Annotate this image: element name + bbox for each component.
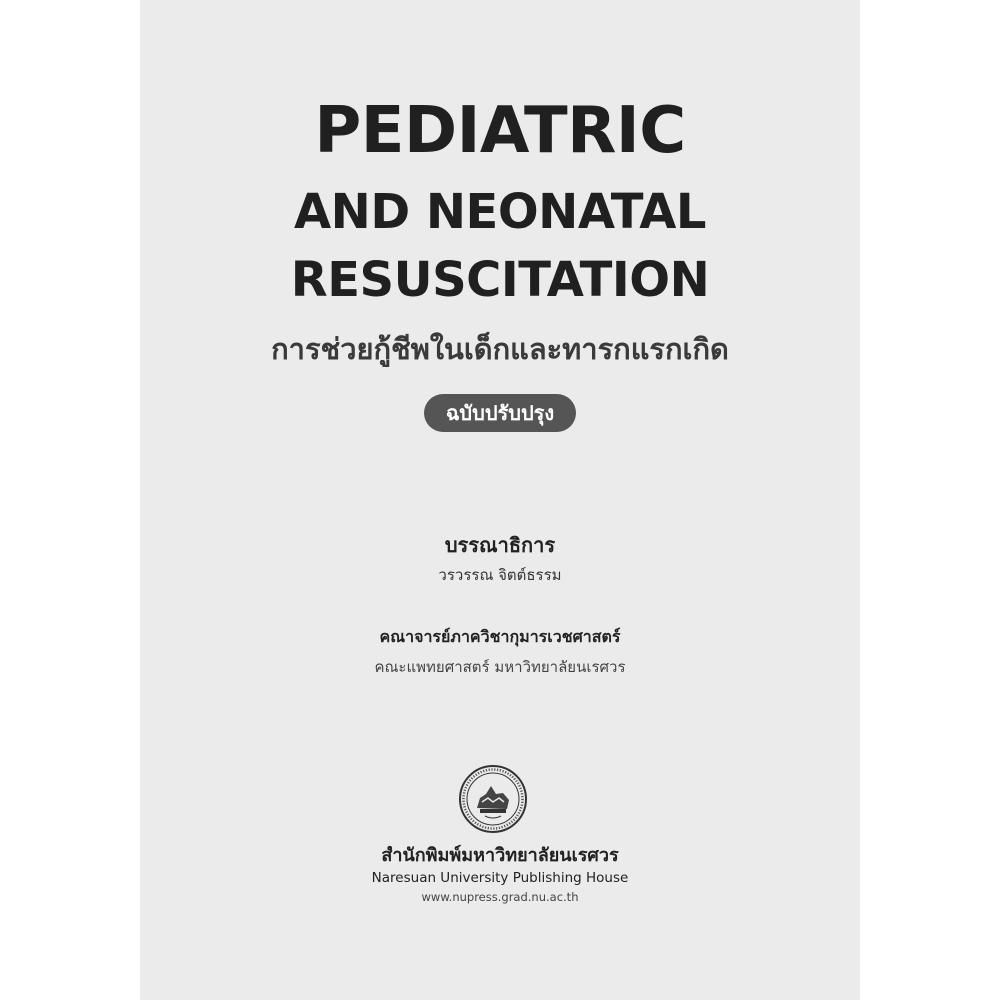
title-line-3: RESUSCITATION bbox=[290, 252, 710, 308]
title-line-1: PEDIATRIC bbox=[314, 94, 686, 168]
book-cover-page bbox=[140, 0, 860, 1000]
editor-heading: บรรณาธิการ bbox=[444, 533, 556, 557]
university-seal-icon bbox=[458, 764, 528, 834]
edition-badge-wrapper bbox=[140, 394, 860, 432]
edition-badge: ฉบับปรับปรุง bbox=[424, 394, 576, 432]
publisher-name-english: Naresuan University Publishing House bbox=[371, 870, 629, 886]
faculty-name: คณะแพทยศาสตร์ มหาวิทยาลัยนเรศวร bbox=[374, 658, 626, 676]
publisher-website: www.nupress.grad.nu.ac.th bbox=[421, 890, 579, 904]
department-heading: คณาจารย์ภาควิชากุมารเวชศาสตร์ bbox=[379, 627, 621, 646]
title-line-2: AND NEONATAL bbox=[294, 184, 706, 240]
thai-subtitle: การช่วยกู้ชีพในเด็กและทารกแรกเกิด bbox=[271, 332, 729, 366]
editor-name: วรวรรณ จิตต์ธรรม bbox=[438, 566, 562, 584]
publisher-name-thai: สำนักพิมพ์มหาวิทยาลัยนเรศวร bbox=[381, 845, 619, 866]
